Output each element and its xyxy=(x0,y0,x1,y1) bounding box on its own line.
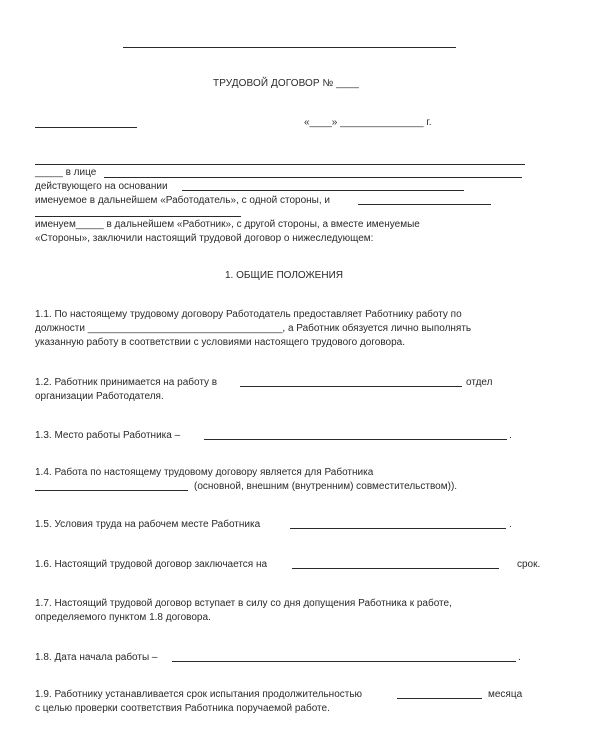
parties-line-4: именуем_____ в дальнейшем «Работник», с другой стороны, а вместе именуемые xyxy=(35,219,420,230)
clause-1-9-line-2: с целью проверки соответствия Работника поручаемой работе. xyxy=(35,703,330,714)
clause-1-7-line-2: определяемого пунктом 1.8 договора. xyxy=(35,612,211,623)
clause-1-1-line-1: 1.1. По настоящему трудовому договору Работодатель предоставляет Работнику работу по xyxy=(35,309,462,320)
clause-1-8-period: . xyxy=(518,652,521,663)
clause-1-3: 1.3. Место работы Работника – xyxy=(35,430,181,441)
clause-1-2-dept: отдел xyxy=(466,377,493,388)
top-blank-line xyxy=(123,47,456,48)
basis-blank xyxy=(182,190,464,191)
clause-1-5: 1.5. Условия труда на рабочем месте Работника xyxy=(35,519,261,530)
clause-1-9-unit: месяца xyxy=(488,689,523,700)
parties-line-1: _____ в лице xyxy=(35,167,97,178)
employment-type-blank xyxy=(35,490,188,491)
date-line: «____» _______________ г. xyxy=(304,117,432,128)
section-heading: 1. ОБЩИЕ ПОЛОЖЕНИЯ xyxy=(225,270,343,281)
clause-1-6: 1.6. Настоящий трудовой договор заключается на xyxy=(35,559,268,570)
parties-line-2: действующего на основании xyxy=(35,181,168,192)
representative-blank xyxy=(104,177,522,178)
clause-1-5-period: . xyxy=(509,519,512,530)
employee-blank-b xyxy=(35,216,241,217)
conditions-blank xyxy=(290,528,506,529)
probation-blank xyxy=(397,698,482,699)
clause-1-8: 1.8. Дата начала работы – xyxy=(35,652,158,663)
document-title: ТРУДОВОЙ ДОГОВОР № ____ xyxy=(213,78,359,89)
clause-1-3-period: . xyxy=(509,430,512,441)
clause-1-4-line-1: 1.4. Работа по настоящему трудовому договору является для Работника xyxy=(35,467,374,478)
term-blank xyxy=(292,568,499,569)
start-date-blank xyxy=(172,661,516,662)
clause-1-1-line-2: должности ___________________________________, а Работник обязуется лично выполнять xyxy=(35,323,472,334)
city-blank-line xyxy=(35,127,137,128)
clause-1-2-line-1: 1.2. Работник принимается на работу в xyxy=(35,377,218,388)
clause-1-2-line-2: организации Работодателя. xyxy=(35,391,164,402)
clause-1-4-line-2: (основной, внешним (внутренним) совместительством)). xyxy=(194,481,458,492)
department-blank xyxy=(240,386,462,387)
employee-blank-a xyxy=(358,204,491,205)
parties-line-5: «Стороны», заключили настоящий трудовой договор о нижеследующем: xyxy=(35,233,374,244)
workplace-blank xyxy=(204,439,507,440)
clause-1-6-end: срок. xyxy=(517,559,541,570)
clause-1-1-line-3: указанную работу в соответствии с условиями настоящего трудового договора. xyxy=(35,337,405,348)
clause-1-7-line-1: 1.7. Настоящий трудовой договор вступает в силу со дня допущения Работника к работе, xyxy=(35,598,452,609)
employer-name-blank xyxy=(35,164,525,165)
clause-1-9-line-1: 1.9. Работнику устанавливается срок испытания продолжительностью xyxy=(35,689,363,700)
parties-line-3: именуемое в дальнейшем «Работодатель», с одной стороны, и xyxy=(35,195,330,206)
